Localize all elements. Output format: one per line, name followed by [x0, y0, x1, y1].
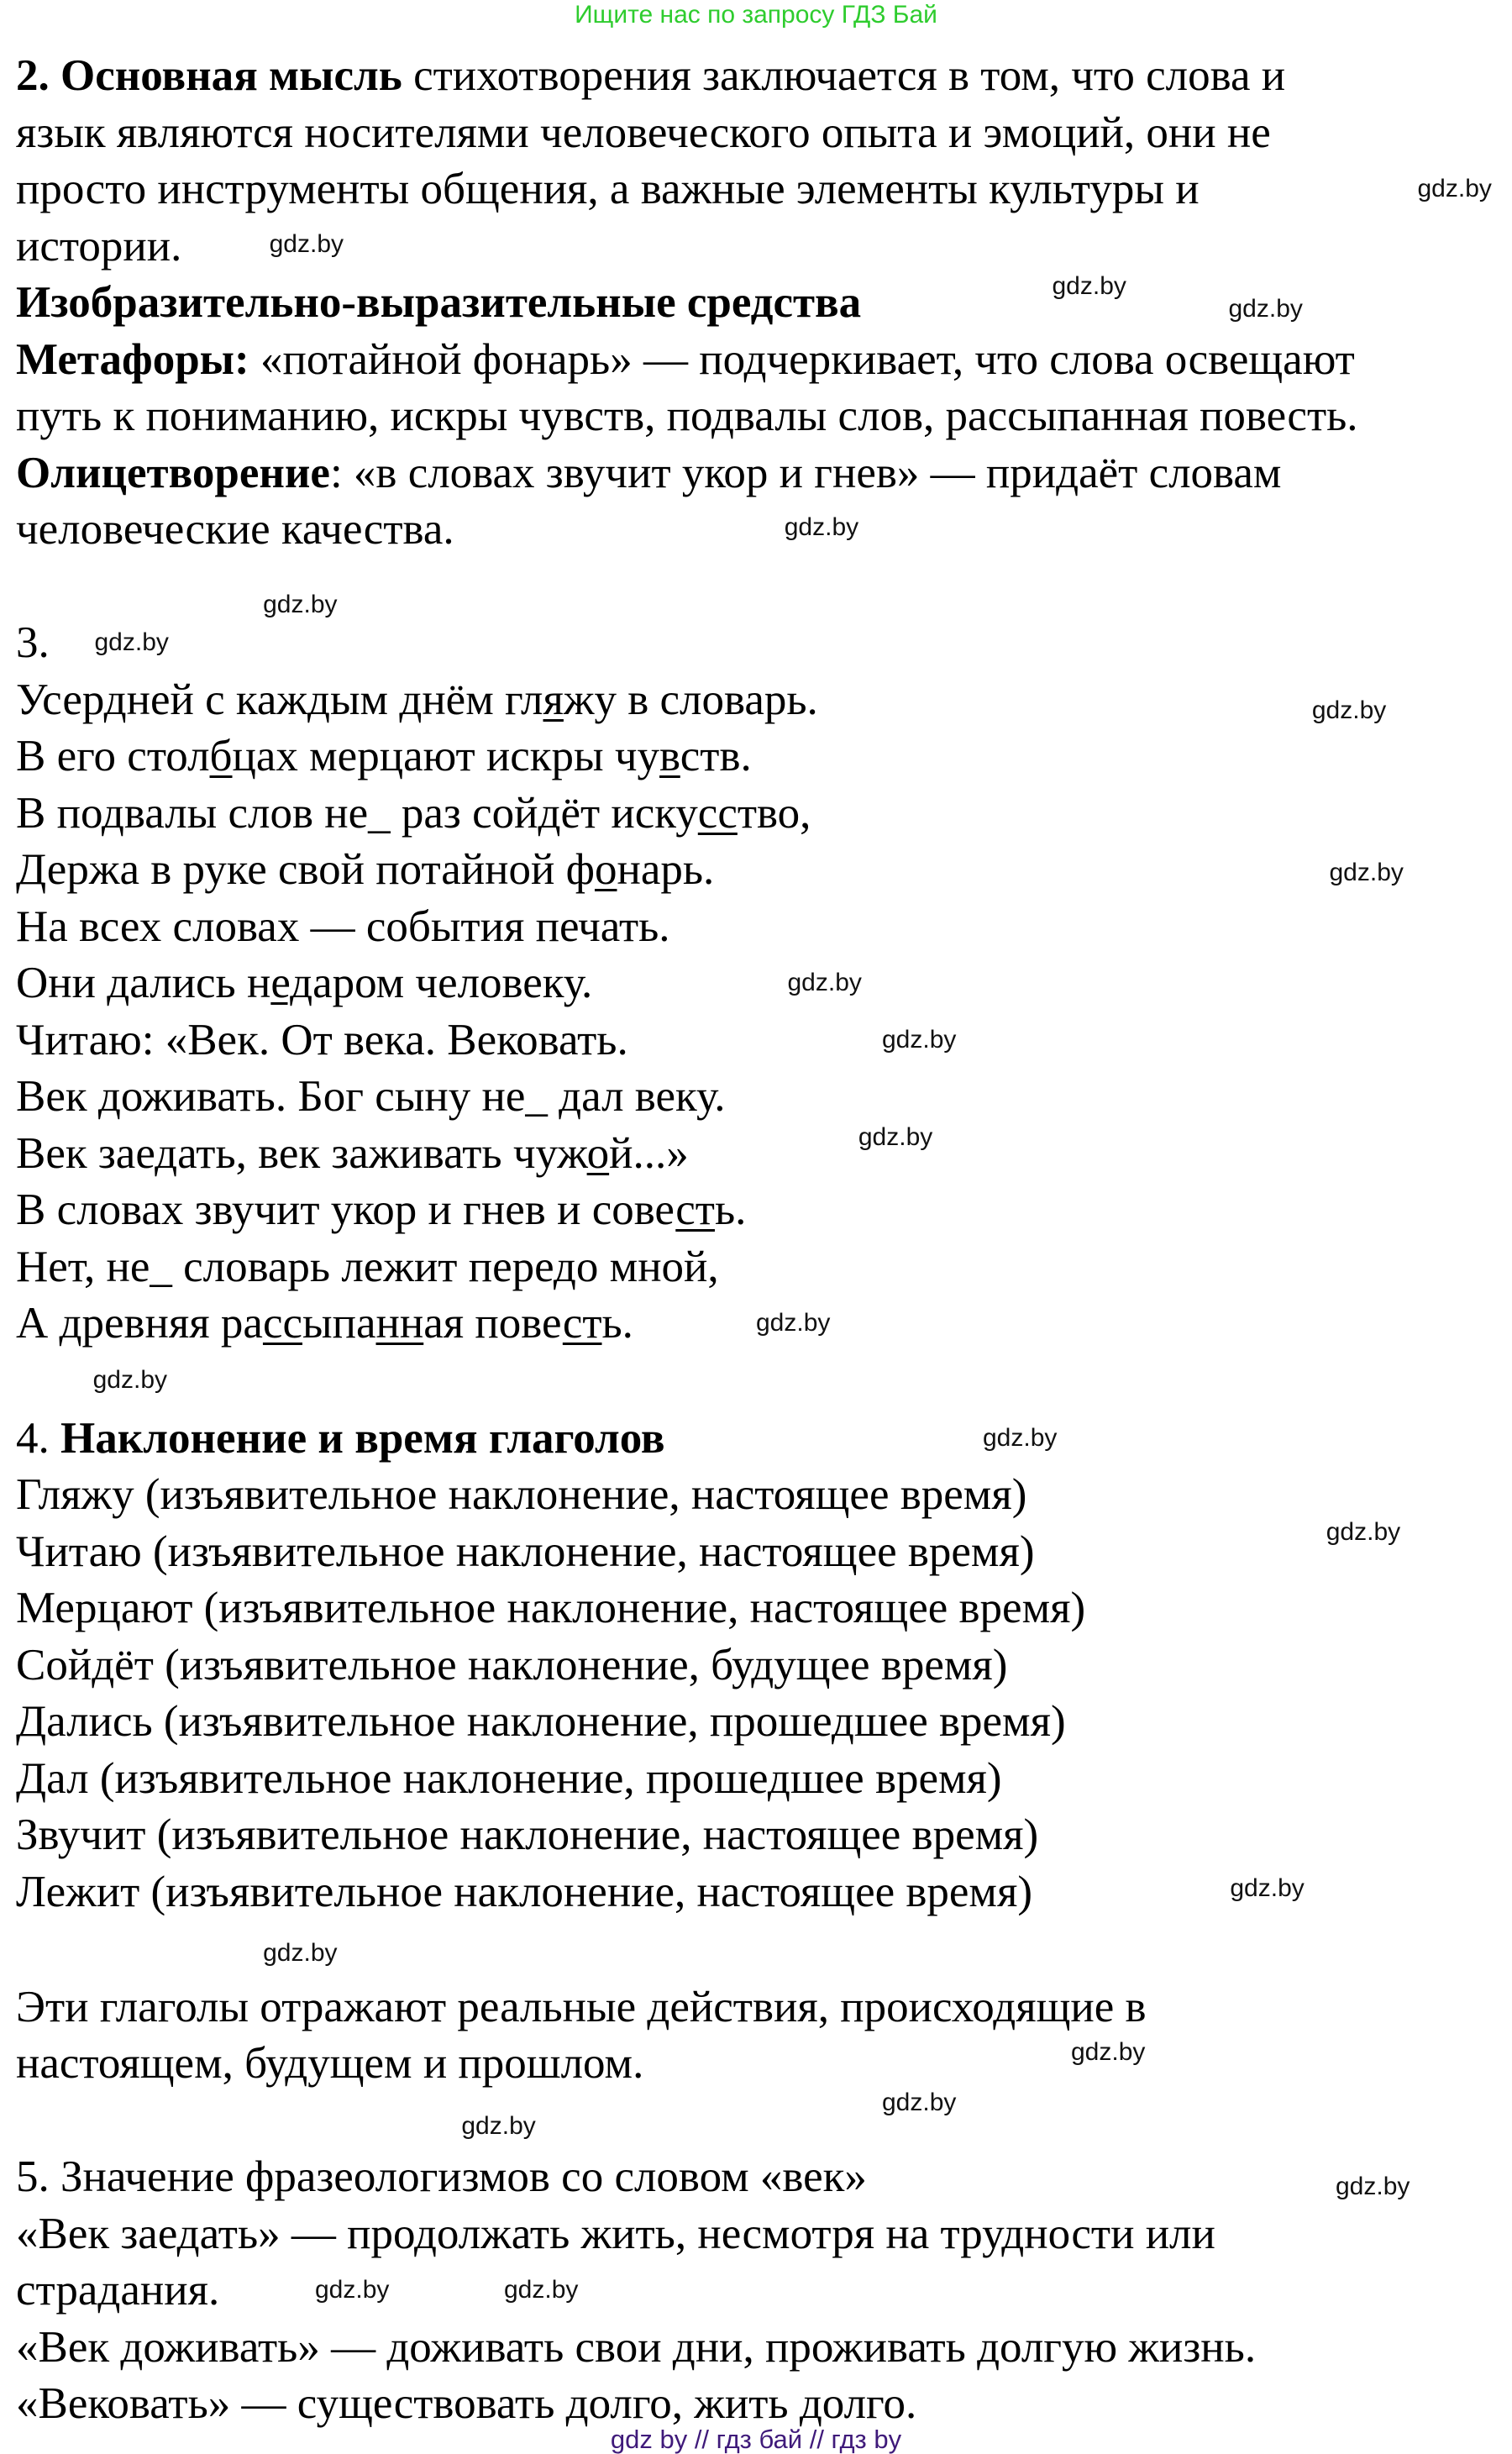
- bold-text: Наклонение и время глаголов: [60, 1413, 665, 1463]
- text-segment: Нет, не_ словарь лежит передо мной,: [16, 1242, 719, 1291]
- text-line: [16, 221, 181, 271]
- gdz-watermark: gdz.by: [1329, 858, 1404, 886]
- text-segment: истории.: [16, 221, 182, 271]
- underlined-letters: ст: [562, 1299, 602, 1348]
- text-segment: Читаю (изъявительное наклонение, настоящее время): [16, 1527, 1035, 1576]
- underlined-letters: в: [659, 732, 680, 780]
- text-segment: стихотворения заключается в том, что слова и: [402, 51, 1286, 100]
- text-segment: Сойдёт (изъявительное наклонение, будущее время): [16, 1640, 1008, 1689]
- text-segment: Они дались н: [16, 959, 271, 1007]
- text-segment: жу в словарь.: [563, 675, 818, 724]
- gdz-watermark: gdz.by: [263, 1939, 338, 1967]
- text-line: [16, 675, 818, 725]
- gdz-watermark: gdz.by: [263, 591, 338, 618]
- text-segment: нарь.: [617, 845, 715, 894]
- text-segment: страдания.: [16, 2266, 220, 2315]
- search-hint-banner: Ищите нас по запросу ГДЗ Бай: [575, 1, 937, 29]
- underlined-letters: о: [594, 845, 617, 894]
- text-line: [16, 1696, 1066, 1747]
- text-segment: путь к пониманию, искры чувств, подвалы слов, рассыпанная повесть.: [16, 391, 1358, 440]
- gdz-watermark: gdz.by: [787, 969, 862, 996]
- text-segment: Век заедать, век заживать чуж: [16, 1128, 587, 1178]
- underlined-letters: сс: [262, 1299, 302, 1348]
- gdz-watermark: gdz.by: [1311, 696, 1387, 724]
- text-line: [16, 1469, 1026, 1520]
- text-line: [16, 844, 714, 895]
- underlined-letters: я: [543, 675, 564, 724]
- text-segment: ая пове: [423, 1299, 563, 1348]
- text-segment: Держа в руке свой потайной ф: [16, 845, 595, 894]
- text-line: [16, 901, 670, 952]
- text-segment: : «в словах звучит укор и гнев» — придаёт словам: [329, 448, 1282, 497]
- text-line: [16, 1583, 1085, 1633]
- text-line: [16, 1413, 665, 1463]
- text-segment: язык являются носителями человеческого опыта и эмоций, они не: [16, 108, 1271, 157]
- underlined-letters: б: [209, 732, 233, 780]
- text-segment: Усердней с каждым днём гл: [16, 675, 543, 724]
- gdz-watermark: gdz.by: [784, 513, 859, 542]
- text-line: [16, 1867, 1032, 1917]
- text-segment: цах мерцают искры чу: [232, 732, 660, 780]
- underlined-letters: о: [586, 1128, 610, 1178]
- text-line: [16, 50, 1285, 101]
- text-segment: 4.: [16, 1413, 60, 1463]
- text-segment: Век доживать. Бог сыну не_ дал веку.: [16, 1072, 726, 1121]
- underlined-letters: ст: [675, 1185, 715, 1234]
- text-segment: тво,: [737, 788, 811, 838]
- text-line: [16, 1015, 628, 1065]
- text-segment: 5. Значение фразеологизмов со словом «век»: [16, 2152, 867, 2202]
- text-segment: На всех словах — события печать.: [16, 901, 670, 951]
- text-segment: Читаю: «Век. От века. Вековать.: [16, 1015, 628, 1064]
- text-line: [16, 788, 811, 838]
- gdz-watermark: gdz.by: [858, 1122, 933, 1151]
- gdz-watermark: gdz.by: [1336, 2172, 1410, 2200]
- footer-watermark: gdz by // гдз бай // гдз by: [610, 2425, 902, 2454]
- text-segment: 3.: [16, 618, 50, 667]
- text-line: [16, 2322, 1256, 2373]
- text-line: [16, 1298, 633, 1348]
- text-segment: Лежит (изъявительное наклонение, настоящее время): [16, 1867, 1032, 1916]
- text-segment: «потайной фонарь» — подчеркивает, что слова освещают: [249, 334, 1355, 384]
- underlined-letters: нн: [375, 1299, 424, 1348]
- gdz-watermark: gdz.by: [315, 2276, 390, 2304]
- bold-text: 2. Основная мысль: [16, 51, 402, 100]
- text-line: [16, 1810, 1038, 1860]
- gdz-watermark: gdz.by: [1071, 2038, 1146, 2067]
- text-line: [16, 391, 1358, 441]
- text-segment: просто инструменты общения, а важные элементы культуры и: [16, 165, 1200, 213]
- text-line: [16, 277, 861, 328]
- gdz-watermark: gdz.by: [1052, 272, 1126, 301]
- text-line: [16, 1242, 719, 1292]
- gdz-watermark: gdz.by: [882, 1025, 957, 1054]
- gdz-watermark: gdz.by: [504, 2276, 579, 2304]
- text-line: [16, 617, 50, 668]
- text-segment: настоящем, будущем и прошлом.: [16, 2039, 644, 2089]
- text-line: [16, 108, 1271, 158]
- text-line: [16, 448, 1281, 498]
- underlined-letters: ед: [270, 959, 313, 1007]
- gdz-watermark: gdz.by: [1417, 175, 1492, 202]
- text-line: [16, 1071, 725, 1122]
- text-line: [16, 334, 1355, 385]
- gdz-watermark: gdz.by: [269, 229, 344, 258]
- gdz-watermark: gdz.by: [1326, 1518, 1401, 1547]
- text-line: [16, 2152, 867, 2202]
- gdz-watermark: gdz.by: [983, 1423, 1058, 1452]
- text-line: [16, 164, 1200, 214]
- text-segment: аром человеку.: [312, 959, 593, 1007]
- text-line: [16, 504, 454, 554]
- text-segment: ыпа: [302, 1299, 376, 1348]
- text-line: [16, 2265, 219, 2315]
- text-segment: В словах звучит укор и гнев и сове: [16, 1185, 676, 1234]
- gdz-watermark: gdz.by: [882, 2089, 957, 2117]
- gdz-watermark: gdz.by: [92, 1365, 168, 1394]
- text-segment: ь.: [601, 1299, 633, 1348]
- text-segment: Эти глаголы отражают реальные действия, происходящие в: [16, 1982, 1147, 2031]
- text-segment: «Вековать» — существовать долго, жить долго.: [16, 2379, 917, 2429]
- text-segment: В подвалы слов не_ раз сойдёт иску: [16, 788, 698, 838]
- text-line: [16, 731, 752, 781]
- text-segment: й...»: [609, 1128, 689, 1178]
- text-line: [16, 2378, 916, 2429]
- gdz-watermark: gdz.by: [1228, 294, 1303, 323]
- text-segment: В его стол: [16, 732, 210, 780]
- text-line: [16, 2038, 643, 2089]
- text-segment: «Век заедать» — продолжать жить, несмотря на трудности или: [16, 2209, 1215, 2258]
- text-line: [16, 1185, 746, 1235]
- text-line: [16, 2209, 1215, 2259]
- text-line: [16, 1982, 1147, 2032]
- text-line: [16, 1753, 1002, 1804]
- text-segment: Дались (изъявительное наклонение, прошедшее время): [16, 1697, 1066, 1747]
- text-segment: Звучит (изъявительное наклонение, настоящее время): [16, 1810, 1039, 1860]
- text-line: [16, 1128, 689, 1179]
- text-segment: Гляжу (изъявительное наклонение, настоящее время): [16, 1470, 1027, 1520]
- text-line: [16, 1527, 1034, 1577]
- text-segment: «Век доживать» — доживать свои дни, проживать долгую жизнь.: [16, 2322, 1257, 2372]
- text-segment: человеческие качества.: [16, 505, 454, 554]
- text-segment: ь.: [714, 1185, 747, 1234]
- underlined-letters: сс: [697, 788, 738, 838]
- bold-text: Изобразительно-выразительные средства: [16, 278, 862, 327]
- gdz-watermark: gdz.by: [756, 1309, 831, 1337]
- gdz-watermark: gdz.by: [94, 628, 169, 656]
- bold-text: Метафоры:: [16, 334, 249, 384]
- text-segment: Мерцают (изъявительное наклонение, настоящее время): [16, 1584, 1086, 1633]
- gdz-watermark: gdz.by: [1230, 1874, 1305, 1903]
- text-segment: А древняя ра: [16, 1299, 263, 1348]
- text-line: [16, 958, 592, 1008]
- text-segment: ств.: [680, 732, 752, 780]
- text-segment: Дал (изъявительное наклонение, прошедшее время): [16, 1753, 1002, 1803]
- bold-text: Олицетворение: [16, 448, 330, 497]
- text-line: [16, 1640, 1007, 1690]
- gdz-watermark: gdz.by: [461, 2112, 536, 2141]
